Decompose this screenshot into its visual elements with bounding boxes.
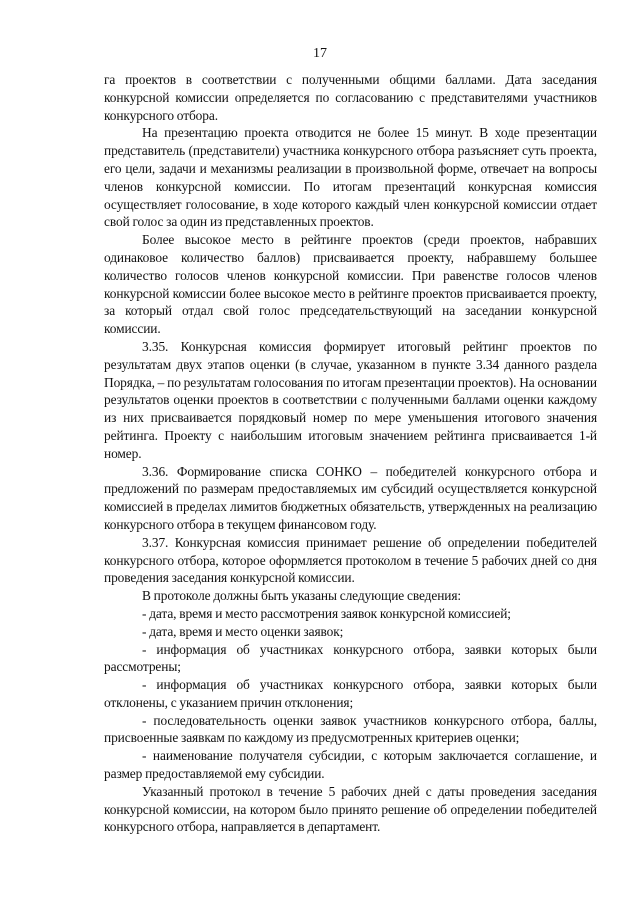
list-item: - наименование получателя субсидии, с которым заключается соглашение, и размер предоставляемой ему субсидии. [104,748,597,782]
list-item: - информация об участниках конкурсного отбора, заявки которых были рассмотрены; [104,641,597,675]
page-number: 17 [313,46,327,61]
paragraph: На презентацию проекта отводится не более 15 минут. В ходе презентации представитель (представители) участника конкурсного отбора разъясняет суть проекта, его цели, задачи и механизмы реализации в произвольной форме, отвечает на вопросы членов конкурсной комиссии. По итогам презентаций конкурсная комиссия осуществляет голосование, в ходе которого каждый член конкурсной комиссии отдает свой голос за один из представленных проектов. [104,125,597,230]
paragraph-3-36: 3.36. Формирование списка СОНКО – победителей конкурсного отбора и предложений по размерам предоставляемых им субсидий осуществляется конкурсной комиссией в пределах лимитов бюджетных обязательств, утвержденных на реализацию конкурсного отбора в текущем финансовом году. [104,463,597,532]
list-item: - дата, время и место рассмотрения заявок конкурсной комиссией; [142,605,511,621]
paragraph: В протоколе должны быть указаны следующие сведения: [142,588,462,604]
body-text [104,71,597,836]
paragraph-3-37: 3.37. Конкурсная комиссия принимает решение об определении победителей конкурсного отбора, которое оформляется протоколом в течение 5 рабочих дней со дня проведения заседания конкурсной комиссии. [104,534,597,586]
list-item: - информация об участниках конкурсного отбора, заявки которых были отклонены, с указанием причин отклонения; [104,677,597,710]
paragraph: Более высокое место в рейтинге проектов (среди проектов, набравших одинаковое количество баллов) присваивается проекту, набравшему большее количество голосов членов конкурсной комиссии. При равенстве голосов членов конкурсной комиссии более высокое место в рейтинге проектов присваивается проекту, за который отдал свой голос председательствующий на заседании конкурсной комиссии. [104,232,597,337]
paragraph: Указанный протокол в течение 5 рабочих дней с даты проведения заседания конкурсной комиссии, на котором было принято решение об определении победителей конкурсного отбора, направляется в департамент. [104,783,597,835]
list-item: - дата, время и место оценки заявок; [142,623,344,639]
list-item: - последовательность оценки заявок участников конкурсного отбора, баллы, присвоенные заявкам по каждому из предусмотренных критериев оценки; [104,712,597,746]
paragraph-3-35: 3.35. Конкурсная комиссия формирует итоговый рейтинг проектов по результатам двух этапов оценки (в случае, указанном в пункте 3.34 данного раздела Порядка, – по результатам голосования по итогам презентации проектов). На основании результатов оценки проектов в соответствии с полученными баллами оценки каждому из них присваивается порядковый номер по мере уменьшения итогового значения рейтинга. Проекту с наибольшим итоговым значением рейтинга присваивается 1-й номер. [104,338,597,461]
paragraph: га проектов в соответствии с полученными общими баллами. Дата заседания конкурсной комиссии определяется по согласованию с представителями участников конкурсного отбора. [104,72,597,123]
